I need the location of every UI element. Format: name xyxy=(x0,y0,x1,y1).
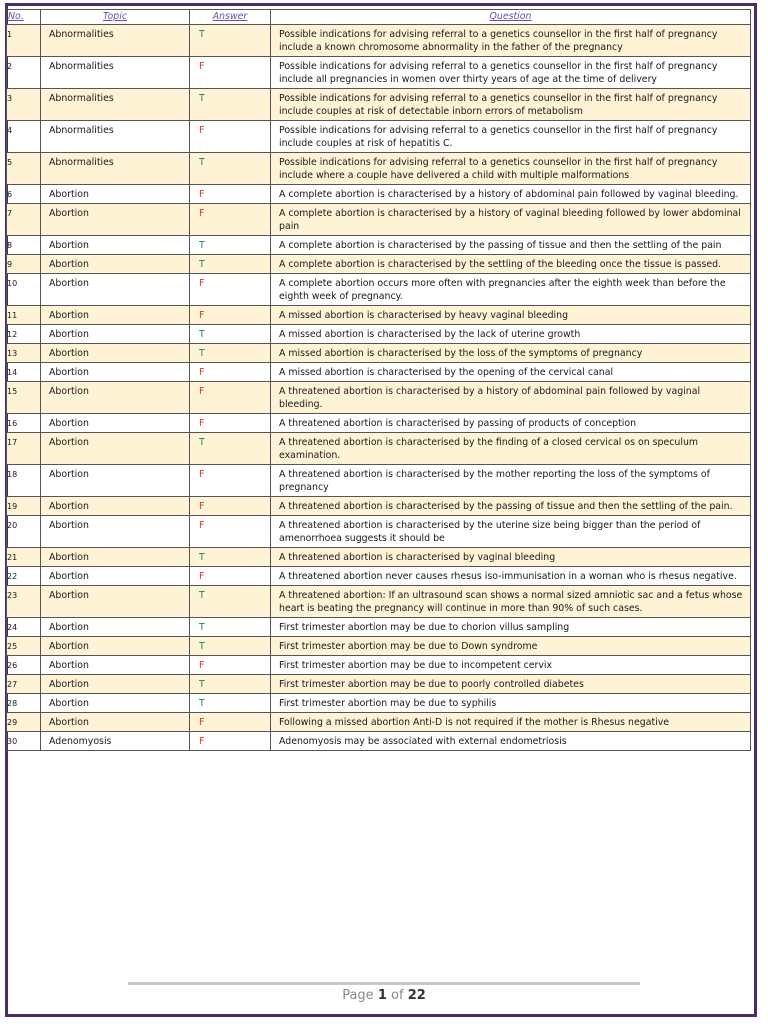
row-answer: T xyxy=(190,255,271,274)
row-answer: T xyxy=(190,89,271,121)
row-number: 8 xyxy=(7,236,41,255)
table-row xyxy=(7,516,751,548)
row-topic: Abortion xyxy=(41,204,190,236)
row-topic: Abortion xyxy=(41,382,190,414)
row-number: 21 xyxy=(7,548,41,567)
row-question: A missed abortion is characterised by the opening of the cervical canal xyxy=(271,363,751,382)
of-label: of xyxy=(391,988,404,1003)
page-current: 1 xyxy=(377,988,387,1003)
row-answer: F xyxy=(190,204,271,236)
row-topic: Abortion xyxy=(41,255,190,274)
row-answer: T xyxy=(190,618,271,637)
row-answer: T xyxy=(190,325,271,344)
row-question: A threatened abortion never causes rhesus iso-immunisation in a woman who is rhesus negative. xyxy=(271,567,751,586)
row-number: 25 xyxy=(7,637,41,656)
row-question: Possible indications for advising referral to a genetics counsellor in the first half of pregnancy include couples at risk of detectable inborn errors of metabolism xyxy=(271,89,751,121)
column-header-no: No. xyxy=(7,10,41,25)
row-question: A complete abortion is characterised by a history of vaginal bleeding followed by lower abdominal pain xyxy=(271,204,751,236)
row-number: 27 xyxy=(7,675,41,694)
row-number: 7 xyxy=(7,204,41,236)
table-row xyxy=(7,586,751,618)
row-question: A threatened abortion: If an ultrasound scan shows a normal sized amniotic sac and a fetus whose heart is beating the pregnancy will continue in more than 90% of such cases. xyxy=(271,586,751,618)
table-row xyxy=(7,204,751,236)
question-table xyxy=(6,9,751,751)
row-question: First trimester abortion may be due to syphilis xyxy=(271,694,751,713)
table-row xyxy=(7,433,751,465)
table-row xyxy=(7,57,751,89)
row-number: 1 xyxy=(7,25,41,57)
row-topic: Abortion xyxy=(41,637,190,656)
footer-divider xyxy=(128,982,640,985)
row-answer: F xyxy=(190,567,271,586)
row-answer: T xyxy=(190,675,271,694)
row-number: 15 xyxy=(7,382,41,414)
row-number: 3 xyxy=(7,89,41,121)
row-number: 22 xyxy=(7,567,41,586)
row-answer: T xyxy=(190,694,271,713)
row-question: A threatened abortion is characterised by a history of abdominal pain followed by vaginal bleeding. xyxy=(271,382,751,414)
row-answer: T xyxy=(190,344,271,363)
table-row xyxy=(7,497,751,516)
table-row xyxy=(7,325,751,344)
row-topic: Abortion xyxy=(41,516,190,548)
table-row xyxy=(7,414,751,433)
row-question: A complete abortion is characterised by a history of abdominal pain followed by vaginal bleeding. xyxy=(271,185,751,204)
row-answer: T xyxy=(190,25,271,57)
row-question: Possible indications for advising referral to a genetics counsellor in the first half of pregnancy include all pregnancies in women over thirty years of age at the time of delivery xyxy=(271,57,751,89)
row-number: 24 xyxy=(7,618,41,637)
row-topic: Abortion xyxy=(41,567,190,586)
row-topic: Abortion xyxy=(41,325,190,344)
table-row xyxy=(7,153,751,185)
row-topic: Abortion xyxy=(41,713,190,732)
table-row xyxy=(7,236,751,255)
row-topic: Abortion xyxy=(41,694,190,713)
row-topic: Abortion xyxy=(41,465,190,497)
row-number: 6 xyxy=(7,185,41,204)
row-topic: Abortion xyxy=(41,548,190,567)
row-answer: F xyxy=(190,732,271,751)
row-question: Possible indications for advising referral to a genetics counsellor in the first half of pregnancy include a known chromosome abnormality in the father of the pregnancy xyxy=(271,25,751,57)
row-answer: F xyxy=(190,414,271,433)
row-number: 29 xyxy=(7,713,41,732)
row-question: A missed abortion is characterised by the loss of the symptoms of pregnancy xyxy=(271,344,751,363)
row-topic: Abortion xyxy=(41,274,190,306)
row-answer: T xyxy=(190,586,271,618)
table-row xyxy=(7,25,751,57)
column-header-answer: Answer xyxy=(190,10,271,25)
row-number: 2 xyxy=(7,57,41,89)
row-number: 11 xyxy=(7,306,41,325)
row-answer: F xyxy=(190,121,271,153)
row-answer: F xyxy=(190,713,271,732)
row-answer: F xyxy=(190,57,271,89)
row-topic: Abortion xyxy=(41,433,190,465)
row-answer: F xyxy=(190,516,271,548)
row-number: 12 xyxy=(7,325,41,344)
row-topic: Adenomyosis xyxy=(41,732,190,751)
row-question: A complete abortion is characterised by the passing of tissue and then the settling of the pain xyxy=(271,236,751,255)
row-question: A threatened abortion is characterised by vaginal bleeding xyxy=(271,548,751,567)
row-topic: Abortion xyxy=(41,236,190,255)
row-number: 23 xyxy=(7,586,41,618)
row-answer: F xyxy=(190,465,271,497)
table-row xyxy=(7,637,751,656)
row-answer: F xyxy=(190,363,271,382)
table-row xyxy=(7,548,751,567)
row-topic: Abnormalities xyxy=(41,57,190,89)
row-question: First trimester abortion may be due to Down syndrome xyxy=(271,637,751,656)
table-row xyxy=(7,185,751,204)
row-question: Following a missed abortion Anti-D is not required if the mother is Rhesus negative xyxy=(271,713,751,732)
table-row xyxy=(7,694,751,713)
table-row xyxy=(7,675,751,694)
row-number: 20 xyxy=(7,516,41,548)
row-topic: Abortion xyxy=(41,656,190,675)
table-row xyxy=(7,713,751,732)
table-row xyxy=(7,465,751,497)
row-answer: T xyxy=(190,236,271,255)
row-answer: F xyxy=(190,306,271,325)
row-answer: F xyxy=(190,497,271,516)
row-topic: Abnormalities xyxy=(41,89,190,121)
row-answer: F xyxy=(190,656,271,675)
row-question: A complete abortion occurs more often with pregnancies after the eighth week than before the eighth week of pregnancy. xyxy=(271,274,751,306)
row-number: 30 xyxy=(7,732,41,751)
row-question: Possible indications for advising referral to a genetics counsellor in the first half of pregnancy include where a couple have delivered a child with multiple malformations xyxy=(271,153,751,185)
table-body xyxy=(7,25,751,751)
row-number: 5 xyxy=(7,153,41,185)
table-row xyxy=(7,618,751,637)
row-topic: Abortion xyxy=(41,344,190,363)
table-row xyxy=(7,656,751,675)
column-header-question: Question xyxy=(271,10,751,25)
row-question: First trimester abortion may be due to poorly controlled diabetes xyxy=(271,675,751,694)
row-answer: T xyxy=(190,433,271,465)
row-number: 14 xyxy=(7,363,41,382)
row-topic: Abnormalities xyxy=(41,153,190,185)
row-number: 17 xyxy=(7,433,41,465)
row-topic: Abnormalities xyxy=(41,121,190,153)
row-topic: Abortion xyxy=(41,497,190,516)
table-row xyxy=(7,89,751,121)
row-topic: Abortion xyxy=(41,414,190,433)
row-number: 28 xyxy=(7,694,41,713)
row-question: Adenomyosis may be associated with external endometriosis xyxy=(271,732,751,751)
row-question: A threatened abortion is characterised by the uterine size being bigger than the period of amenorrhoea suggests it should be xyxy=(271,516,751,548)
row-question: Possible indications for advising referral to a genetics counsellor in the first half of pregnancy include couples at risk of hepatitis C. xyxy=(271,121,751,153)
row-question: First trimester abortion may be due to chorion villus sampling xyxy=(271,618,751,637)
row-topic: Abortion xyxy=(41,185,190,204)
row-number: 13 xyxy=(7,344,41,363)
table-row xyxy=(7,382,751,414)
row-question: A threatened abortion is characterised by the passing of tissue and then the settling of the pain. xyxy=(271,497,751,516)
row-number: 4 xyxy=(7,121,41,153)
row-answer: F xyxy=(190,382,271,414)
row-question: A missed abortion is characterised by heavy vaginal bleeding xyxy=(271,306,751,325)
row-topic: Abnormalities xyxy=(41,25,190,57)
table-row xyxy=(7,363,751,382)
row-question: A complete abortion is characterised by the settling of the bleeding once the tissue is passed. xyxy=(271,255,751,274)
page-total: 22 xyxy=(407,988,426,1003)
row-topic: Abortion xyxy=(41,675,190,694)
row-question: A threatened abortion is characterised by the finding of a closed cervical os on speculum examination. xyxy=(271,433,751,465)
row-topic: Abortion xyxy=(41,618,190,637)
table-row xyxy=(7,255,751,274)
table-row xyxy=(7,121,751,153)
row-topic: Abortion xyxy=(41,363,190,382)
page-footer xyxy=(0,988,768,1003)
row-number: 26 xyxy=(7,656,41,675)
table-row xyxy=(7,732,751,751)
row-number: 18 xyxy=(7,465,41,497)
row-answer: T xyxy=(190,637,271,656)
row-number: 10 xyxy=(7,274,41,306)
page-label: Page xyxy=(342,988,374,1003)
column-header-topic: Topic xyxy=(41,10,190,25)
table-row xyxy=(7,306,751,325)
row-number: 16 xyxy=(7,414,41,433)
row-number: 19 xyxy=(7,497,41,516)
row-answer: T xyxy=(190,548,271,567)
row-topic: Abortion xyxy=(41,586,190,618)
row-question: A threatened abortion is characterised by passing of products of conception xyxy=(271,414,751,433)
row-topic: Abortion xyxy=(41,306,190,325)
row-answer: F xyxy=(190,274,271,306)
table-row xyxy=(7,567,751,586)
row-answer: T xyxy=(190,153,271,185)
row-number: 9 xyxy=(7,255,41,274)
row-question: First trimester abortion may be due to incompetent cervix xyxy=(271,656,751,675)
table-header-row xyxy=(7,10,751,25)
row-question: A threatened abortion is characterised by the mother reporting the loss of the symptoms of pregnancy xyxy=(271,465,751,497)
row-question: A missed abortion is characterised by the lack of uterine growth xyxy=(271,325,751,344)
table-row xyxy=(7,274,751,306)
row-answer: F xyxy=(190,185,271,204)
table-row xyxy=(7,344,751,363)
